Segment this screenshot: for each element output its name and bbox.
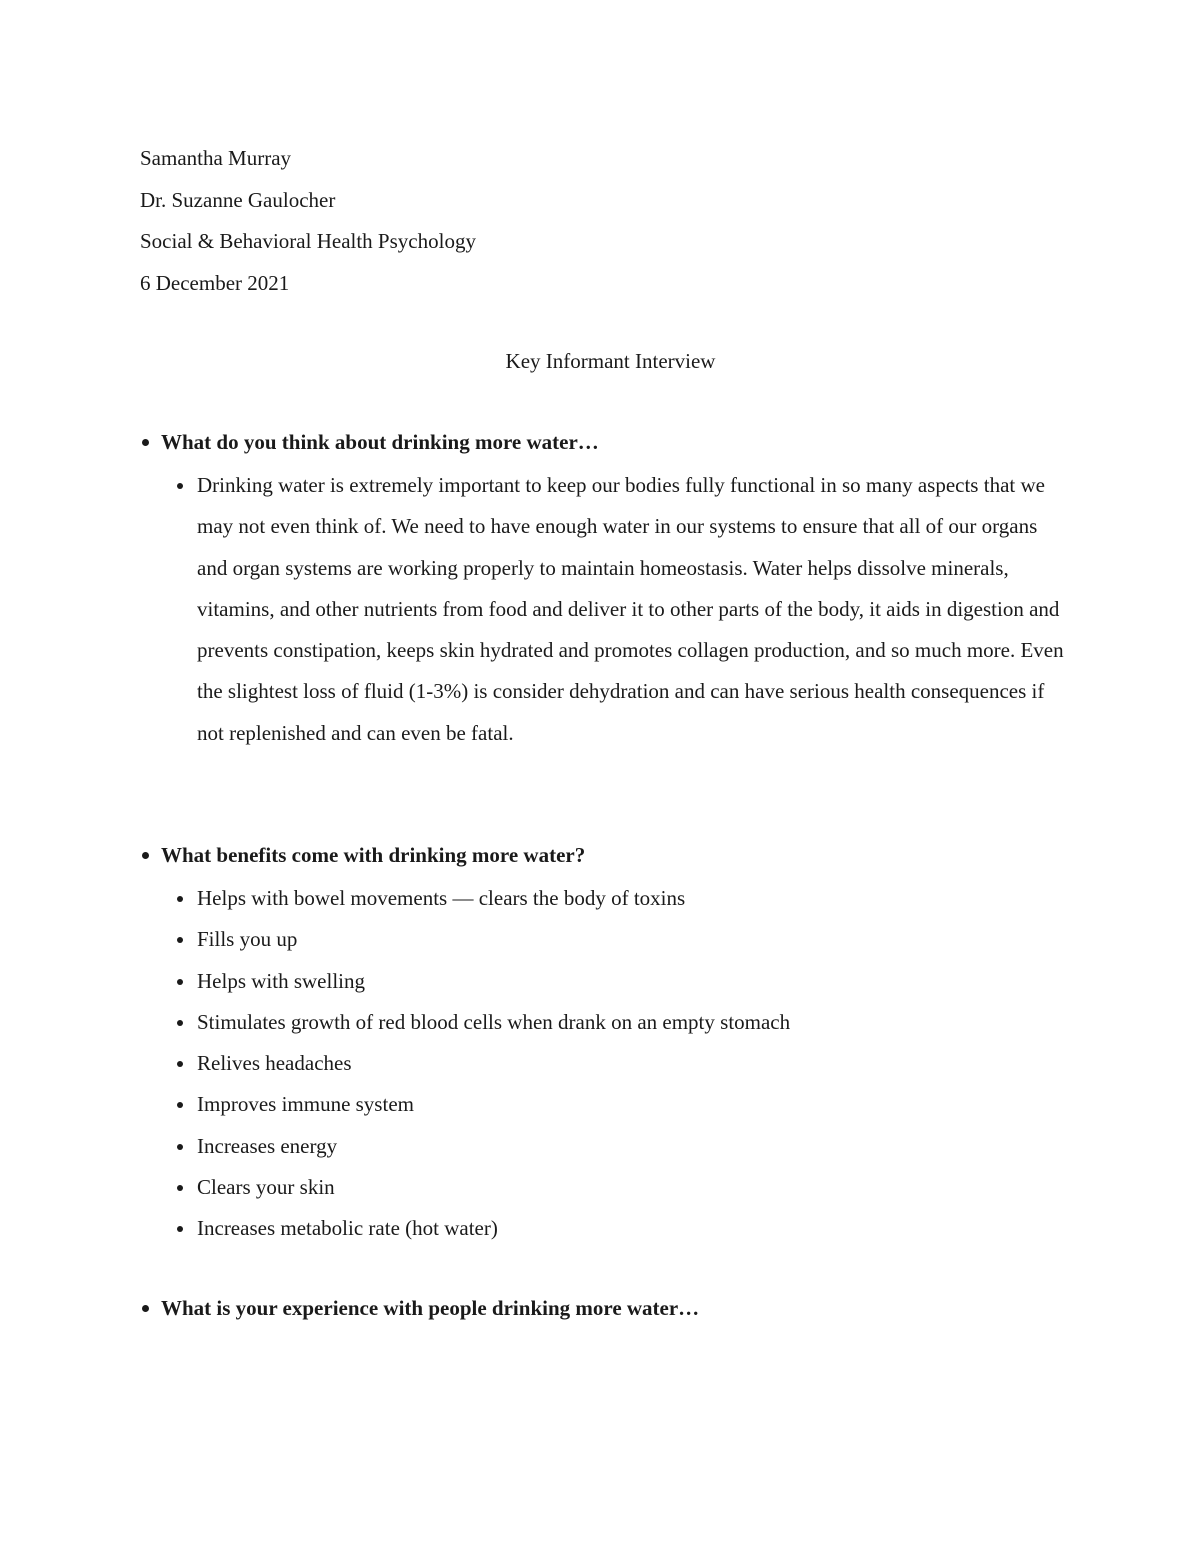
interview-section-1 bbox=[140, 424, 1080, 754]
document-date: 6 December 2021 bbox=[140, 270, 290, 295]
answer-item bbox=[140, 1126, 1080, 1167]
bullet-icon bbox=[177, 1144, 183, 1150]
question-text: What do you think about drinking more water… bbox=[161, 430, 599, 454]
answer-text: Stimulates growth of red blood cells when drank on an empty stomach bbox=[197, 1009, 791, 1034]
question-text: What benefits come with drinking more water? bbox=[161, 843, 586, 867]
question-3 bbox=[140, 1290, 1080, 1326]
interview-section-2 bbox=[140, 837, 1080, 1250]
answer-item bbox=[140, 465, 1067, 754]
answer-item bbox=[140, 878, 1080, 919]
question-text: What is your experience with people drinking more water… bbox=[161, 1296, 700, 1320]
instructor-name: Dr. Suzanne Gaulocher bbox=[140, 187, 336, 212]
answer-text: Helps with bowel movements — clears the body of toxins bbox=[197, 886, 686, 910]
bullet-icon bbox=[177, 896, 183, 902]
answer-text: Improves immune system bbox=[197, 1092, 414, 1117]
interview-section-3 bbox=[140, 1290, 1080, 1326]
question-2 bbox=[140, 837, 1080, 873]
answer-item bbox=[140, 1002, 1080, 1043]
answer-item bbox=[140, 1167, 1080, 1208]
bullet-icon bbox=[142, 439, 149, 446]
answer-item bbox=[140, 919, 1080, 960]
answer-list bbox=[140, 465, 1080, 754]
bullet-icon bbox=[142, 1305, 149, 1312]
answer-text: Increases energy bbox=[197, 1133, 338, 1158]
bullet-icon bbox=[177, 1102, 183, 1108]
answer-item bbox=[140, 1043, 1080, 1084]
answer-text: Helps with swelling bbox=[197, 968, 365, 993]
bullet-icon bbox=[177, 1061, 183, 1067]
answer-text: Increases metabolic rate (hot water) bbox=[197, 1216, 498, 1241]
author-name: Samantha Murray bbox=[140, 146, 292, 170]
answer-item bbox=[140, 1084, 1080, 1125]
answer-text: Relives headaches bbox=[197, 1051, 352, 1076]
bullet-icon bbox=[177, 1226, 183, 1232]
bullet-icon bbox=[177, 979, 183, 985]
answer-text: Drinking water is extremely important to keep our bodies fully functional in so many aspects that we may not even think of. We need to have enough water in our systems to ensure that all of our organs and organ systems are working properly to maintain homeostasis. Water helps dissolve minerals, vitamins, and other nutrients from food and deliver it to other parts of the body, it aids in digestion and prevents constipation, keeps skin hydrated and promotes collagen production, and so much more. Even the slightest loss of fluid (1-3%) is consider dehydration and can have serious health consequences if not replenished and can even be fatal. bbox=[197, 473, 1064, 745]
bullet-icon bbox=[177, 937, 183, 943]
answer-text: Fills you up bbox=[197, 927, 298, 952]
bullet-icon bbox=[177, 1185, 183, 1191]
bullet-icon bbox=[177, 1020, 183, 1026]
course-name: Social & Behavioral Health Psychology bbox=[140, 229, 476, 253]
bullet-icon bbox=[142, 852, 149, 859]
answer-list bbox=[140, 878, 1080, 1250]
header-block bbox=[140, 138, 476, 304]
answer-item bbox=[140, 961, 1080, 1002]
question-1 bbox=[140, 424, 1080, 460]
answer-item bbox=[140, 1208, 1080, 1249]
document-title: Key Informant Interview bbox=[505, 349, 716, 373]
answer-text: Clears your skin bbox=[197, 1175, 335, 1200]
bullet-icon bbox=[177, 483, 183, 489]
